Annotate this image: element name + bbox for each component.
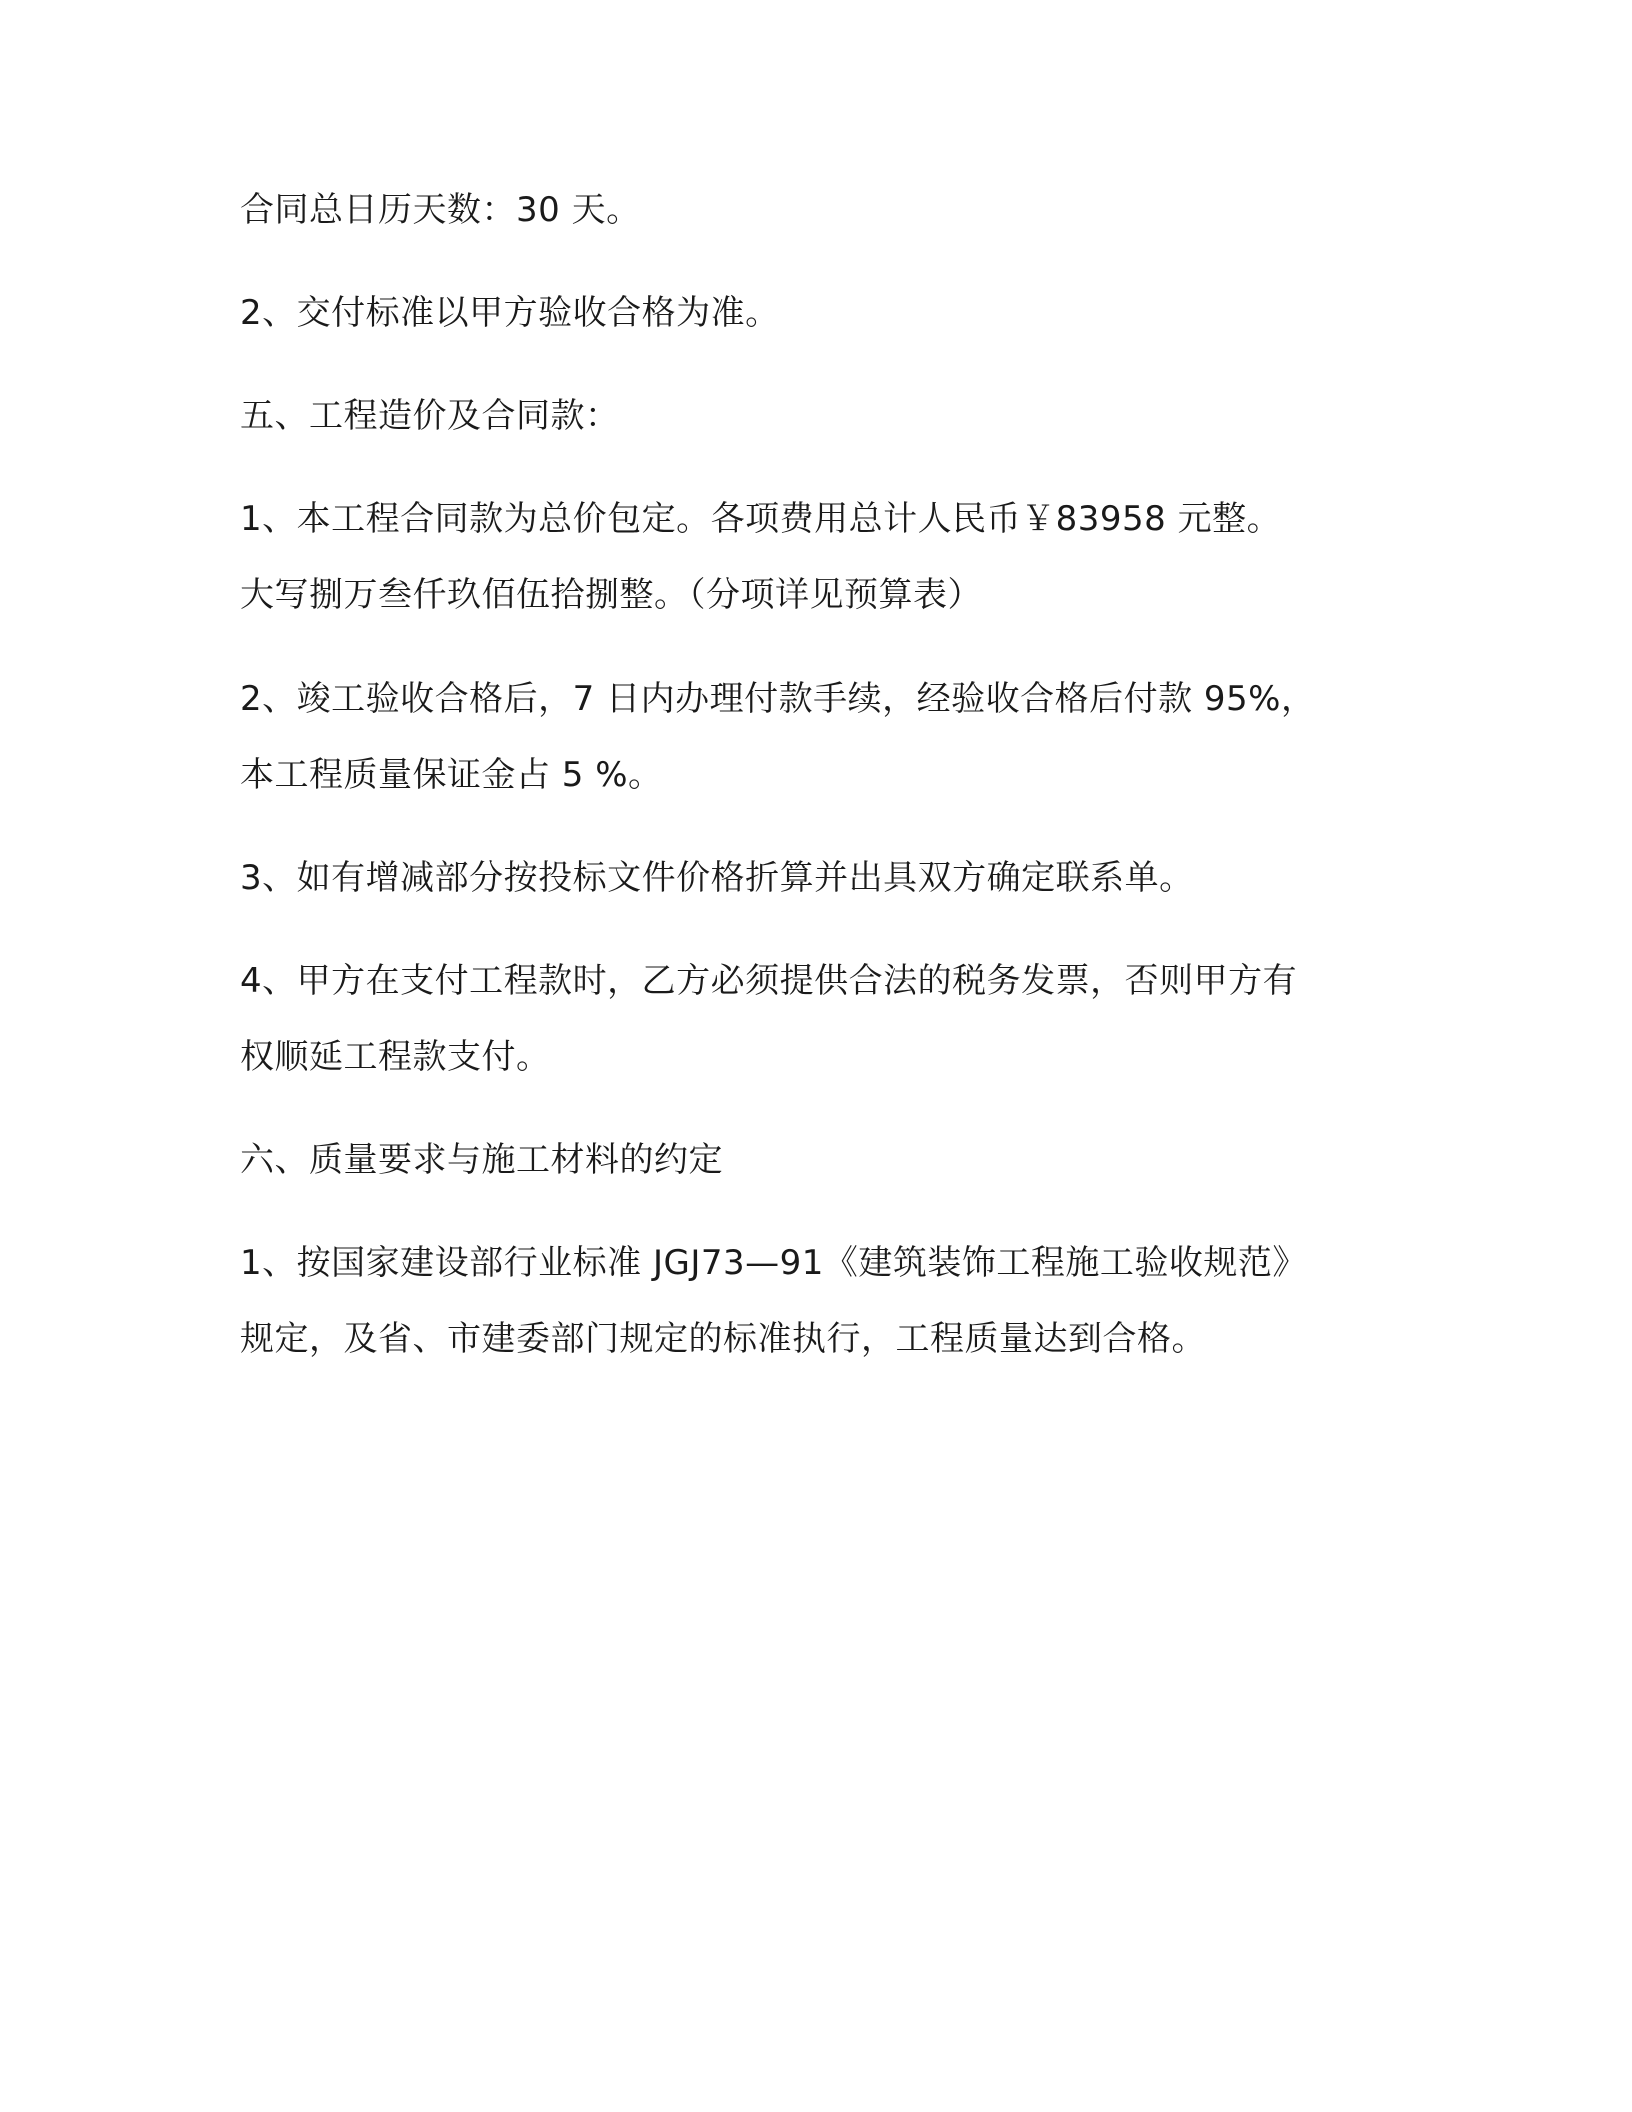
invoice-terms-line-2: 权顺延工程款支付。 bbox=[240, 1037, 551, 1077]
payment-terms-line-1: 2、竣工验收合格后，7 日内办理付款手续，经验收合格后付款 95%， bbox=[240, 679, 1316, 719]
contract-price-line-2: 大写捌万叁仟玖佰伍拾捌整。（分项详见预算表） bbox=[240, 575, 982, 615]
quality-standard-line-2: 规定，及省、市建委部门规定的标准执行，工程质量达到合格。 bbox=[240, 1319, 1206, 1359]
change-order-line: 3、如有增减部分按投标文件价格折算并出具双方确定联系单。 bbox=[240, 858, 1194, 898]
contract-price-line-1: 1、本工程合同款为总价包定。各项费用总计人民币￥83958 元整。 bbox=[240, 499, 1282, 539]
section-five-heading: 五、工程造价及合同款： bbox=[240, 396, 620, 436]
invoice-terms-line-1: 4、甲方在支付工程款时，乙方必须提供合法的税务发票，否则甲方有 bbox=[240, 961, 1298, 1001]
payment-terms-line-2: 本工程质量保证金占 5 %。 bbox=[240, 755, 663, 795]
contract-days-line: 合同总日历天数：30 天。 bbox=[240, 190, 641, 230]
quality-standard-line-1: 1、按国家建设部行业标准 JGJ73—91《建筑装饰工程施工验收规范》 bbox=[240, 1243, 1307, 1283]
delivery-standard-line: 2、交付标准以甲方验收合格为准。 bbox=[240, 293, 780, 333]
section-six-heading: 六、质量要求与施工材料的约定 bbox=[240, 1140, 723, 1180]
